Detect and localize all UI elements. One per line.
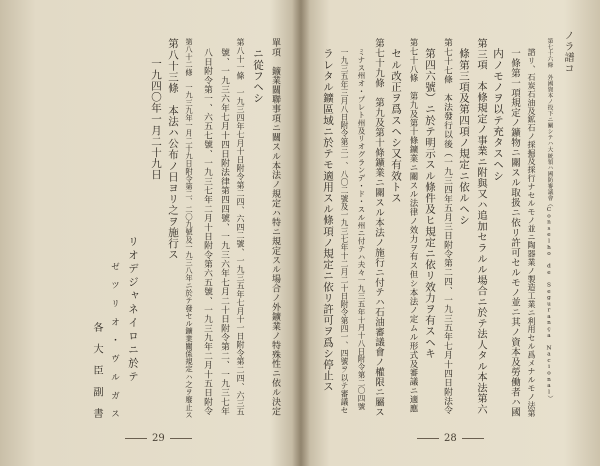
place-line: リオデジャネイロニ於テ [127, 236, 139, 385]
right-line-9: 第七十八條 第九及第十條鑛業ニ關スル法律ノ效力ヲ有ス但シ本法ノ定ムル形式及審議ニ適應 [408, 38, 418, 413]
left-line-8: 一九四〇年一月二十九日 [150, 58, 162, 181]
countersignature: 各 大 臣 副 書 [91, 322, 103, 419]
left-line-2: ニ從フヘシ [252, 48, 264, 104]
right-line-8: 第四六號）ニ於テ明示スル條件及ヒ規定ニ依リ效力ヲ有スヘキ [424, 48, 436, 359]
right-line-14: ラレタル鑛區域ニ於テモ適用スル條項ノ規定ニ依リ許可ヲ爲シ停止ス [322, 48, 334, 393]
right-line-12: ミナス州オ・プレト州及リオグランデ・ド・スル州ニ付テハ夫々一九三五年十月十八日附令第二〇四號 [357, 48, 366, 411]
signatory-name: ゼ ツ リ オ ・ ヴ ル ガ ス [109, 262, 119, 419]
right-line-1: 第七十六條 外國資本ノ投下ニ關シテハ大統領ハ國防審議會（Conselho de Segurança Nacional） [546, 38, 552, 402]
right-line-7: 第七十七條 本法發行以後（一九三四年五月三日附令第二四、一九三五年七月十四日附法令 [442, 38, 452, 415]
left-line-1: 單項 鑛業關聯事項ニ關スル本法ノ規定ハ特ニ規定スル場合ノ外鑛業ノ特殊性ニ依ル決定 [270, 38, 280, 416]
right-line-13: 一九三五年三月八日附令第三一、八〇二號及一九三七年十二月二十日附令第四一、四號ヲ以テ審議セ [340, 48, 349, 415]
left-line-6: 第八十二條 一九三九年一月二十九日附令第二、二〇九號及一九三八年ニ於テ發セル鑛業關係規定ハ之ヲ廢止ス [185, 38, 194, 419]
left-line-3: 第八十一條 一九三四年七月十日附令第二四、六四二號、一九三五年七月十一日附令第二四、六三五 [236, 38, 245, 416]
right-line-6: 條第三項及第四項ノ規定ニ依ルヘシ [458, 48, 470, 226]
left-line-7: 第八十三條 本法ハ公布ノ日ヨリ之ヲ施行ス [167, 38, 179, 260]
right-line-4: 内ノモノヲ以テ充タスヘシ [492, 48, 504, 182]
right-line-3: 一條第一項規定ノ鑛物ニ關スル取扱ニ依リ許可セルモノ並ニ其ノ資本及勞働者ハ國 [509, 48, 520, 418]
left-page-number: 29 [120, 433, 197, 444]
right-line-10: セル改正ヲ爲スヘシ又有效トス [390, 48, 402, 204]
right-line-2: 諮リ、石炭石油及鉱石ノ採掘及採行ナセルモノ並ニ陶器業ノ製造工業ニ利用セル爲メナルモノ法第 [527, 48, 536, 418]
left-line-5: 八日附令第一、六五七號、一九三七年二月十日附令第六五號、一九三九年二月十五日附令 [202, 48, 212, 416]
left-line-4: 號、一九三六年七月十四日附法律第四四號、一九三六年七月二十日附令第二、一九三七年 [219, 48, 229, 416]
right-page-number: 28 [412, 433, 489, 444]
running-header: ノラ譜コ [562, 30, 573, 74]
right-line-11: 第七十九條 第九及第十條鑛業ニ關スル本法ノ施行ニ付テハ石油審議會ノ權限ニ屬ス [373, 38, 384, 418]
right-line-5: 第三項 本條規定ノ事業ニ附與又ハ追加セラルル場合ニ於テ法人タル本法第六 [475, 38, 487, 415]
